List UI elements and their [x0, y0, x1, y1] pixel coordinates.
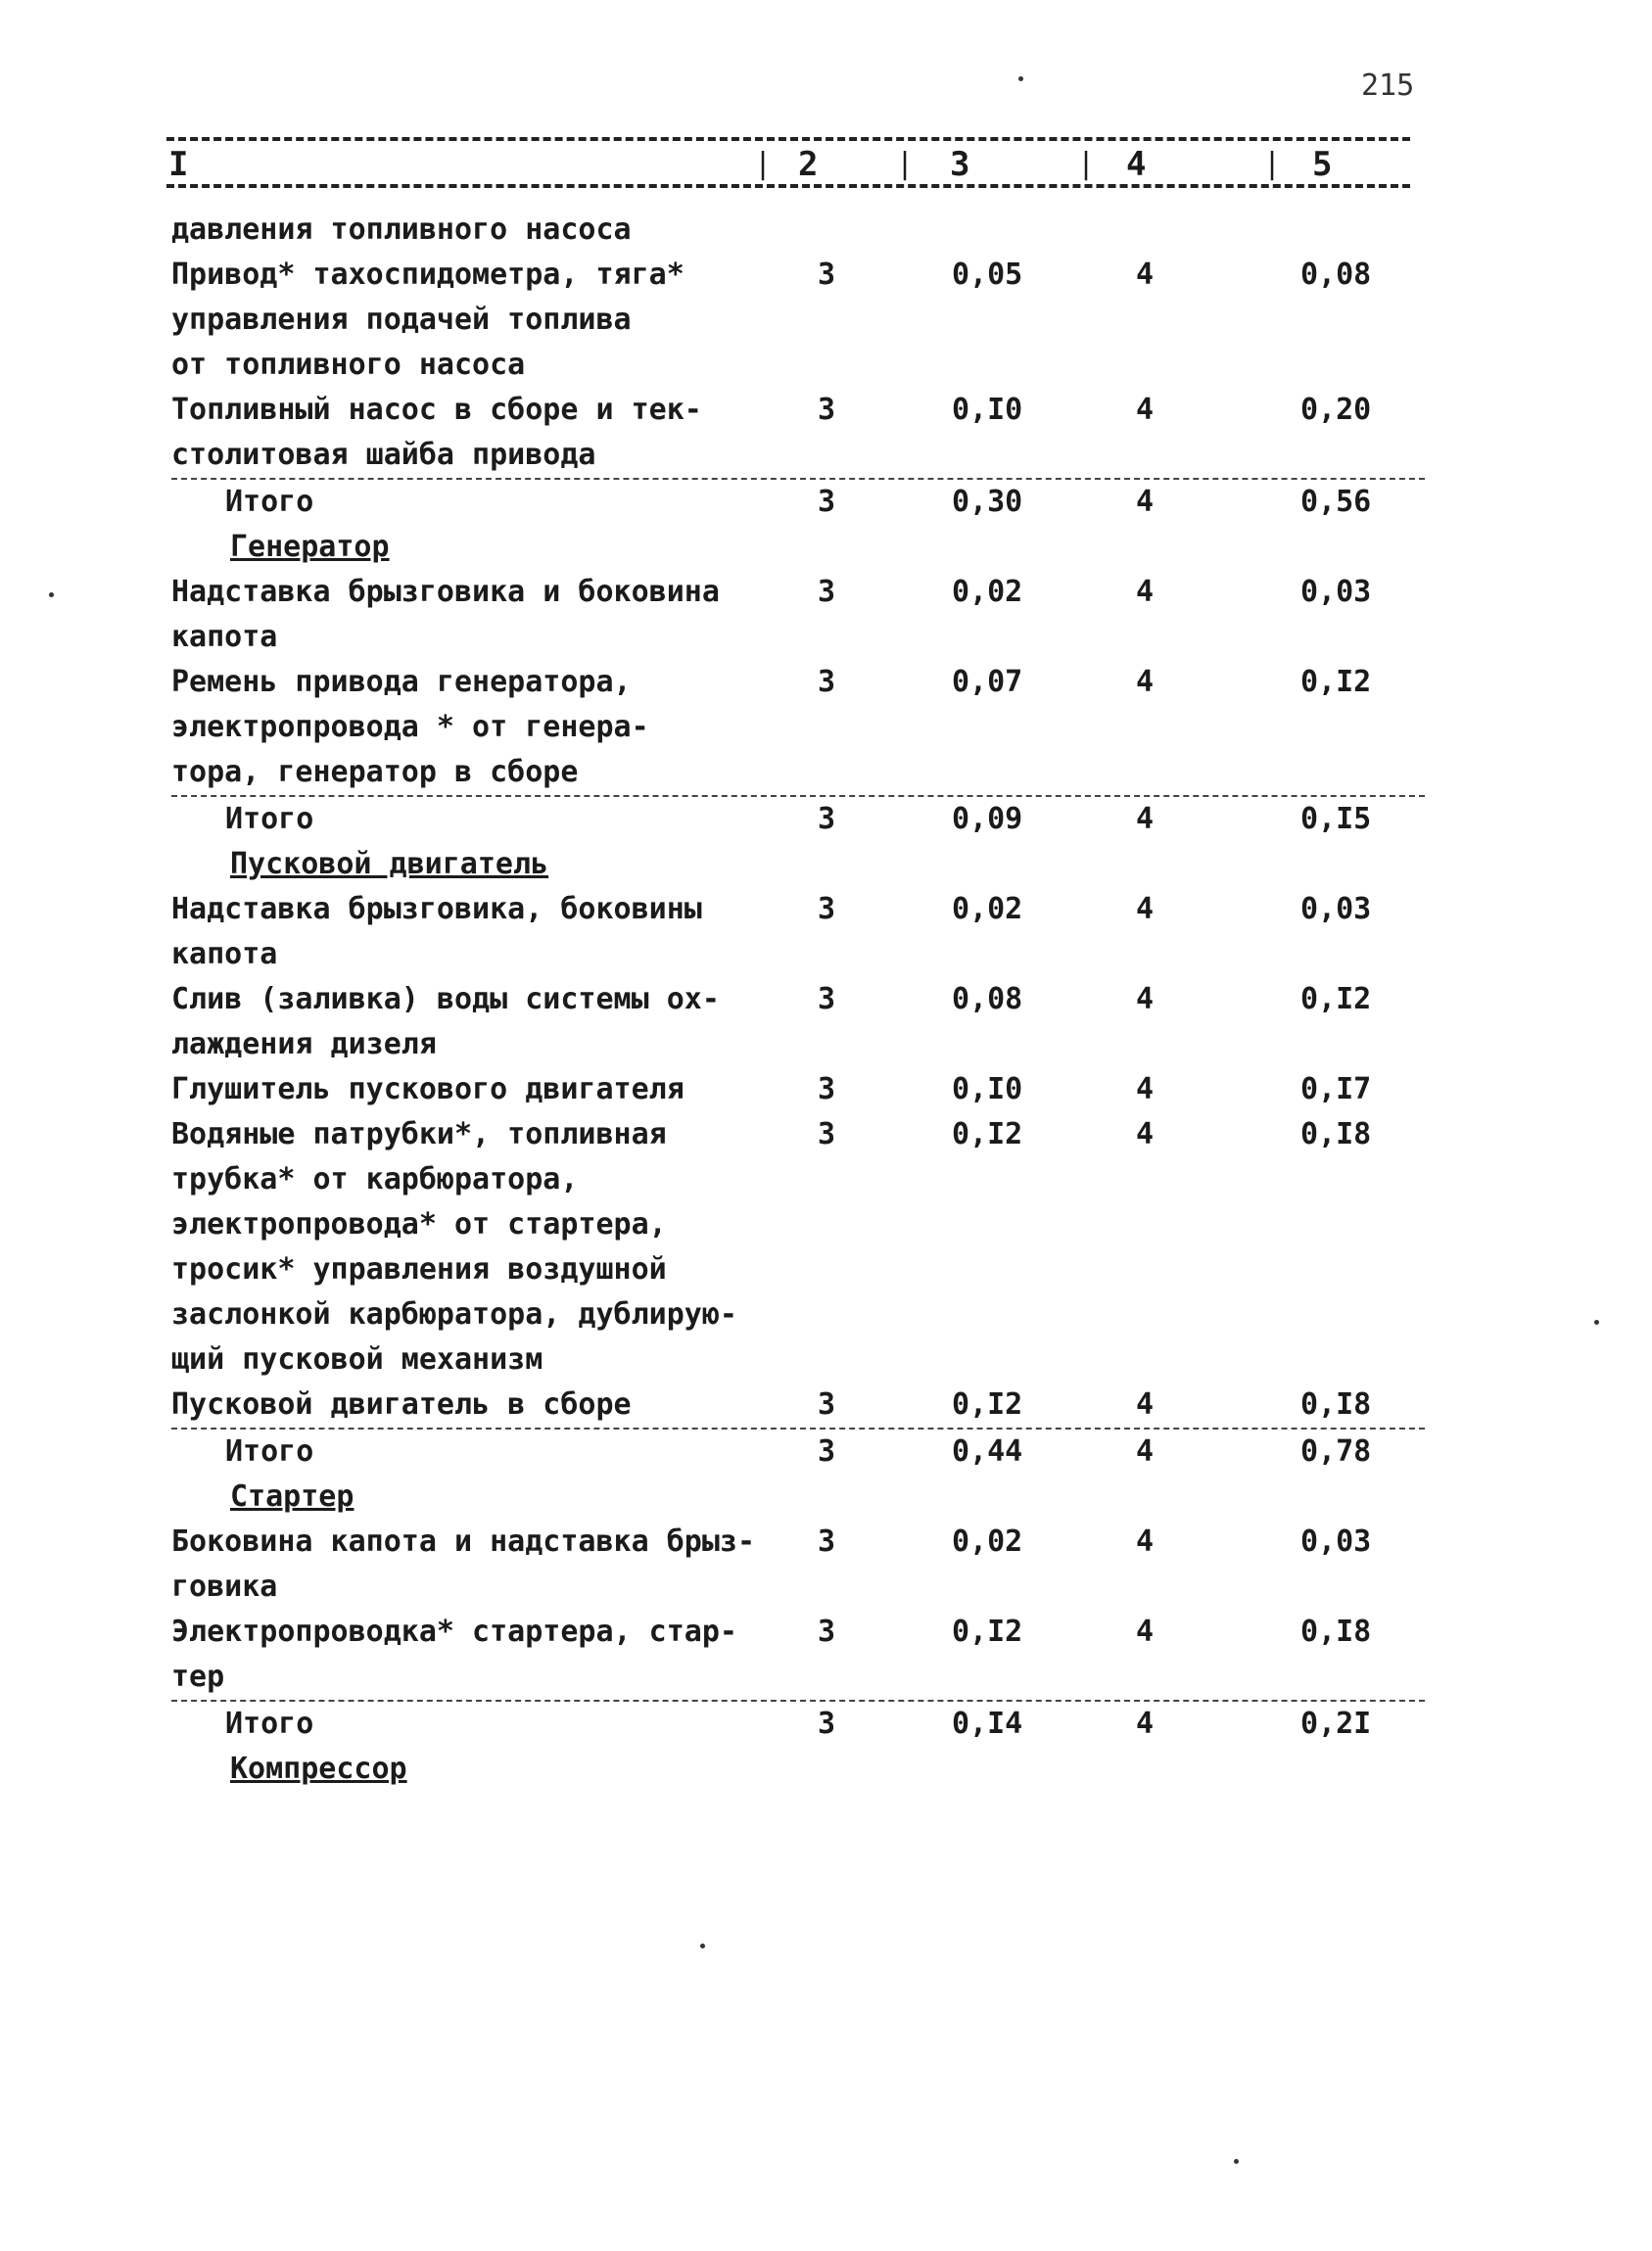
- cell-col-3: 0,02: [952, 1524, 1023, 1559]
- row-label: [171, 887, 779, 977]
- cell-col-3: 0,44: [952, 1434, 1023, 1469]
- cell-col-5: 0,I8: [1300, 1387, 1372, 1422]
- row-label: [171, 388, 779, 478]
- cell-col-2: 3: [818, 575, 836, 609]
- cell-col-2: 3: [818, 1387, 836, 1422]
- total-row: [171, 478, 1425, 525]
- cell-col-3: 0,I0: [952, 1072, 1023, 1106]
- cell-col-5: 0,2I: [1300, 1707, 1372, 1741]
- row-label: [171, 1475, 837, 1520]
- scan-speck: [1018, 76, 1023, 81]
- row-label: [171, 1430, 832, 1475]
- cell-col-3: 0,05: [952, 258, 1023, 292]
- cell-col-2: 3: [818, 1117, 836, 1151]
- row-label: [171, 977, 779, 1067]
- column-header-5: 5: [1312, 145, 1333, 184]
- cell-col-4: 4: [1136, 665, 1155, 699]
- cell-col-3: 0,02: [952, 892, 1023, 926]
- cell-col-4: 4: [1136, 982, 1155, 1016]
- column-separator: |: [1077, 147, 1096, 181]
- row-label: [171, 570, 779, 660]
- cell-col-5: 0,I2: [1300, 665, 1372, 699]
- row-label: [171, 480, 832, 525]
- cell-col-5: 0,78: [1300, 1434, 1372, 1469]
- cell-col-2: 3: [818, 1524, 836, 1559]
- row-label: [171, 797, 832, 842]
- total-row: [171, 1428, 1425, 1475]
- row-label: [171, 842, 837, 887]
- column-header-4: 4: [1126, 145, 1147, 184]
- row-label-line: заслонкой карбюратора, дублирую-: [171, 1297, 737, 1332]
- scan-speck: [49, 592, 54, 597]
- cell-col-5: 0,I5: [1300, 802, 1372, 836]
- total-row: [171, 1700, 1425, 1747]
- section-heading: [171, 842, 1425, 887]
- cell-col-4: 4: [1136, 485, 1155, 519]
- cell-col-2: 3: [818, 258, 836, 292]
- column-header-3: 3: [950, 145, 970, 184]
- cell-col-5: 0,20: [1300, 393, 1372, 427]
- cell-col-2: 3: [818, 982, 836, 1016]
- table-header-rule: [166, 184, 1410, 188]
- scan-speck: [700, 1944, 705, 1948]
- row-label-line: Электропроводка* стартера, стар-: [171, 1615, 737, 1649]
- row-label-line: Итого: [225, 1434, 314, 1469]
- cell-col-4: 4: [1136, 1615, 1155, 1649]
- cell-col-2: 3: [818, 802, 836, 836]
- column-header-1: I: [168, 145, 189, 184]
- table-row: [171, 660, 1425, 795]
- table-row: [171, 253, 1425, 388]
- cell-col-4: 4: [1136, 892, 1155, 926]
- row-label-line: давления топливного насоса: [171, 212, 632, 247]
- row-label-line: управления подачей топлива: [171, 303, 632, 337]
- cell-col-4: 4: [1136, 1387, 1155, 1422]
- row-label-line: Топливный насос в сборе и тек-: [171, 393, 702, 427]
- cell-col-4: 4: [1136, 1117, 1155, 1151]
- row-label-line: трубка* от карбюратора,: [171, 1162, 579, 1196]
- cell-col-3: 0,I2: [952, 1387, 1023, 1422]
- section-heading: [171, 1747, 1425, 1792]
- table-row: [171, 1067, 1425, 1112]
- row-label-line: Пусковой двигатель: [230, 847, 549, 881]
- table-row: [171, 1610, 1425, 1700]
- row-label: [171, 208, 779, 253]
- cell-col-5: 0,03: [1300, 1524, 1372, 1559]
- table-row: [171, 887, 1425, 977]
- cell-col-4: 4: [1136, 1707, 1155, 1741]
- cell-col-2: 3: [818, 1707, 836, 1741]
- cell-col-5: 0,I8: [1300, 1615, 1372, 1649]
- cell-col-4: 4: [1136, 1072, 1155, 1106]
- column-separator: |: [896, 147, 915, 181]
- cell-col-5: 0,03: [1300, 575, 1372, 609]
- cell-col-2: 3: [818, 1615, 836, 1649]
- cell-col-3: 0,07: [952, 665, 1023, 699]
- cell-col-3: 0,02: [952, 575, 1023, 609]
- table-row: [171, 570, 1425, 660]
- row-label-line: Итого: [225, 485, 314, 519]
- cell-col-5: 0,08: [1300, 258, 1372, 292]
- row-label-line: Стартер: [230, 1479, 354, 1514]
- cell-col-4: 4: [1136, 1434, 1155, 1469]
- cell-col-4: 4: [1136, 258, 1155, 292]
- page-number: 215: [1361, 69, 1415, 103]
- cell-col-5: 0,I7: [1300, 1072, 1372, 1106]
- row-label-line: щий пусковой механизм: [171, 1342, 543, 1377]
- row-label-line: Надставка брызговика, боковины: [171, 892, 702, 926]
- row-label-line: Пусковой двигатель в сборе: [171, 1387, 632, 1422]
- row-label: [171, 1747, 837, 1792]
- total-row: [171, 795, 1425, 842]
- cell-col-5: 0,I8: [1300, 1117, 1372, 1151]
- section-heading: [171, 1475, 1425, 1520]
- cell-col-5: 0,I2: [1300, 982, 1372, 1016]
- row-label-line: электропровода* от стартера,: [171, 1207, 667, 1242]
- cell-col-3: 0,I2: [952, 1117, 1023, 1151]
- cell-col-4: 4: [1136, 575, 1155, 609]
- cell-col-3: 0,30: [952, 485, 1023, 519]
- row-label-line: Итого: [225, 1707, 314, 1741]
- row-label-line: капота: [171, 937, 278, 971]
- section-heading: [171, 525, 1425, 570]
- row-label-line: Водяные патрубки*, топливная: [171, 1117, 667, 1151]
- table-top-rule: [166, 137, 1410, 141]
- cell-col-5: 0,03: [1300, 892, 1372, 926]
- parts-table: [171, 208, 1425, 1792]
- column-separator: |: [1263, 147, 1282, 181]
- table-row: [171, 1112, 1425, 1383]
- scan-speck: [1594, 1320, 1599, 1325]
- row-label-line: Привод* тахоспидометра, тяга*: [171, 258, 684, 292]
- row-label-line: Компрессор: [230, 1752, 407, 1786]
- cell-col-4: 4: [1136, 393, 1155, 427]
- cell-col-3: 0,09: [952, 802, 1023, 836]
- table-row: [171, 208, 1425, 253]
- row-label: [171, 1520, 779, 1610]
- cell-col-5: 0,56: [1300, 485, 1372, 519]
- cell-col-3: 0,I2: [952, 1615, 1023, 1649]
- row-label-line: Надставка брызговика и боковина: [171, 575, 720, 609]
- cell-col-2: 3: [818, 1072, 836, 1106]
- cell-col-3: 0,I4: [952, 1707, 1023, 1741]
- cell-col-2: 3: [818, 485, 836, 519]
- row-label: [171, 1067, 779, 1112]
- row-label: [171, 1610, 779, 1700]
- cell-col-4: 4: [1136, 1524, 1155, 1559]
- row-label-line: Боковина капота и надставка брыз-: [171, 1524, 756, 1559]
- row-label: [171, 1112, 779, 1383]
- table-row: [171, 388, 1425, 478]
- row-label: [171, 1383, 779, 1428]
- cell-col-2: 3: [818, 393, 836, 427]
- row-label: [171, 1702, 832, 1747]
- row-label-line: Ремень привода генератора,: [171, 665, 632, 699]
- row-label: [171, 253, 779, 388]
- cell-col-4: 4: [1136, 802, 1155, 836]
- row-label-line: тора, генератор в сборе: [171, 755, 579, 789]
- row-label-line: Слив (заливка) воды системы ох-: [171, 982, 720, 1016]
- row-label-line: тросик* управления воздушной: [171, 1252, 667, 1287]
- row-label: [171, 525, 837, 570]
- row-label-line: от топливного насоса: [171, 348, 526, 382]
- row-label-line: Глушитель пускового двигателя: [171, 1072, 684, 1106]
- table-row: [171, 977, 1425, 1067]
- scan-speck: [1234, 2159, 1239, 2164]
- column-separator: |: [754, 147, 773, 181]
- row-label-line: Генератор: [230, 530, 390, 564]
- table-row: [171, 1383, 1425, 1428]
- cell-col-2: 3: [818, 665, 836, 699]
- cell-col-2: 3: [818, 1434, 836, 1469]
- table-row: [171, 1520, 1425, 1610]
- row-label-line: говика: [171, 1570, 278, 1604]
- row-label: [171, 660, 779, 795]
- row-label-line: Итого: [225, 802, 314, 836]
- row-label-line: тер: [171, 1660, 225, 1694]
- cell-col-3: 0,08: [952, 982, 1023, 1016]
- row-label-line: электропровода * от генера-: [171, 710, 649, 744]
- cell-col-3: 0,I0: [952, 393, 1023, 427]
- cell-col-2: 3: [818, 892, 836, 926]
- column-header-2: 2: [798, 145, 819, 184]
- row-label-line: капота: [171, 620, 278, 654]
- row-label-line: лаждения дизеля: [171, 1027, 437, 1061]
- row-label-line: столитовая шайба привода: [171, 438, 596, 472]
